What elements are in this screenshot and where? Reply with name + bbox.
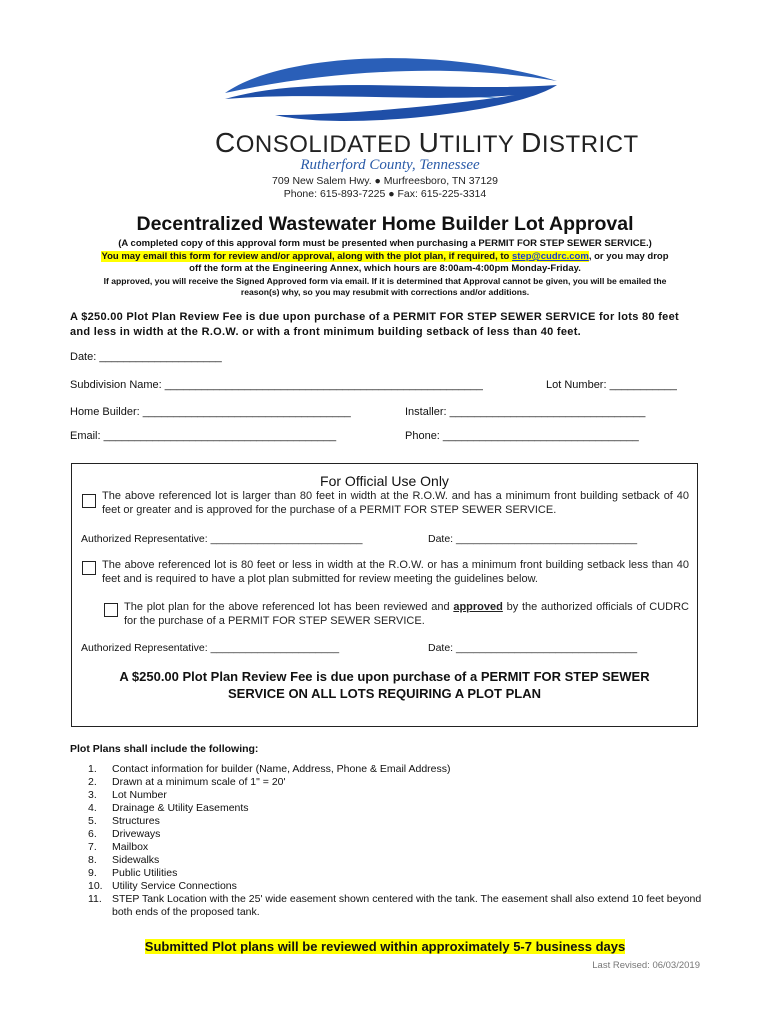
installer-field[interactable]: Installer: ________________________________ <box>405 406 646 418</box>
fee-notice-line-2: and less in width at the R.O.W. or with a front minimum building setback of less than 40 feet. <box>70 326 582 338</box>
list-item <box>88 776 703 789</box>
home-builder-field[interactable]: Home Builder: __________________________________ <box>70 406 351 418</box>
logo-title-word-2: UTILITY <box>418 127 522 158</box>
list-item <box>88 893 703 919</box>
list-item-number: 6. <box>88 828 97 840</box>
list-item-text: Drawn at a minimum scale of 1" = 20' <box>112 776 286 788</box>
list-item <box>88 867 703 880</box>
list-item-text: Driveways <box>112 828 161 840</box>
list-item-number: 4. <box>88 802 97 814</box>
intro-line-3: off the form at the Engineering Annex, which hours are 8:00am-4:00pm Monday-Friday. <box>189 263 581 274</box>
list-item-text: Lot Number <box>112 789 167 801</box>
option-3-checkbox[interactable] <box>104 603 118 617</box>
plot-plan-fee-line-2: SERVICE ON ALL LOTS REQUIRING A PLOT PLAN <box>228 686 541 701</box>
plot-plan-fee-line-1: A $250.00 Plot Plan Review Fee is due upon purchase of a PERMIT FOR STEP SEWER <box>119 669 650 684</box>
official-use-title: For Official Use Only <box>320 473 449 489</box>
intro-line-4: If approved, you will receive the Signed Approved form via email. If it is determined that Approval cannot be given, you will be emailed the <box>103 276 667 286</box>
wave-logo-icon <box>215 55 565 127</box>
contact-line: Phone: 615-893-7225 ● Fax: 615-225-3314 <box>283 188 487 200</box>
list-item <box>88 789 703 802</box>
phone-field[interactable]: Phone: ________________________________ <box>405 430 639 442</box>
authorized-rep-2-field[interactable]: Authorized Representative: ______________________ <box>81 642 340 654</box>
logo-title <box>215 127 639 159</box>
option-2-checkbox[interactable] <box>82 561 96 575</box>
plot-plans-heading: Plot Plans shall include the following: <box>70 743 259 755</box>
list-item-text: Sidewalks <box>112 854 160 866</box>
list-item-text: Utility Service Connections <box>112 880 237 892</box>
intro-line-5: reason(s) why, so you may resubmit with corrections and/or additions. <box>240 287 530 297</box>
date-2-field[interactable]: Date: _______________________________ <box>428 642 638 654</box>
list-item-number: 1. <box>88 763 97 775</box>
intro-line-2 <box>60 251 710 262</box>
list-item <box>88 841 703 854</box>
list-item-number: 5. <box>88 815 97 827</box>
list-item-text: STEP Tank Location with the 25' wide easement shown centered with the tank. The easement shall also extend 10 feet beyond both ends of the proposed tank. <box>112 893 702 918</box>
logo-subtitle: Rutherford County, Tennessee <box>300 157 480 173</box>
option-2-text: The above referenced lot is 80 feet or less in width at the R.O.W. or has a minimum front building setback less than 40 feet and is required to have a plot plan submitted for review meeting the guidelines below. <box>102 559 689 585</box>
review-notice-text: Submitted Plot plans will be reviewed within approximately 5-7 business days <box>144 939 626 954</box>
list-item-number: 3. <box>88 789 97 801</box>
official-use-box <box>71 463 698 727</box>
list-item <box>88 854 703 867</box>
fee-notice-line-1: A $250.00 Plot Plan Review Fee is due upon purchase of a PERMIT FOR STEP SEWER SERVICE for lots 80 feet <box>70 311 679 323</box>
intro-line-1: (A completed copy of this approval form must be presented when purchasing a PERMIT FOR STEP SEWER SERVICE.) <box>118 238 652 249</box>
intro-highlight: You may email this form for review and/or approval, along with the plot plan, if required, to <box>101 251 512 262</box>
plot-plans-list <box>88 763 703 919</box>
authorized-rep-1-field[interactable]: Authorized Representative: __________________________ <box>81 533 363 545</box>
review-notice <box>0 939 770 954</box>
list-item <box>88 802 703 815</box>
list-item-text: Public Utilities <box>112 867 178 879</box>
list-item <box>88 763 703 776</box>
list-item-text: Contact information for builder (Name, Address, Phone & Email Address) <box>112 763 451 775</box>
subdivision-field[interactable]: Subdivision Name: ____________________________________________________ <box>70 379 483 391</box>
plot-plan-fee-notice <box>92 668 677 702</box>
list-item-number: 9. <box>88 867 97 879</box>
address-line: 709 New Salem Hwy. ● Murfreesboro, TN 37129 <box>272 175 498 187</box>
option-1-text: The above referenced lot is larger than 80 feet in width at the R.O.W. and has a minimum front building setback of 40 feet or greater and is approved for the purchase of a PERMIT FOR STEP SEWER SERVICE. <box>102 490 689 516</box>
option-3-text: The plot plan for the above referenced lot has been reviewed and approved by the authorized officials of CUDRC for the purchase of a PERMIT FOR STEP SEWER SERVICE. <box>124 601 689 627</box>
list-item-text: Drainage & Utility Easements <box>112 802 249 814</box>
list-item-number: 2. <box>88 776 97 788</box>
logo-title-word-3: DISTRICT <box>521 127 639 158</box>
page-title: Decentralized Wastewater Home Builder Lot Approval <box>136 213 634 235</box>
list-item-number: 11. <box>88 893 102 905</box>
date-1-field[interactable]: Date: _______________________________ <box>428 533 638 545</box>
date-field[interactable]: Date: ____________________ <box>70 351 222 363</box>
email-link[interactable]: step@cudrc.com <box>511 251 589 262</box>
list-item <box>88 828 703 841</box>
logo-title-word-1: CONSOLIDATED <box>215 127 419 158</box>
lot-number-field[interactable]: Lot Number: ___________ <box>546 379 677 391</box>
list-item <box>88 815 703 828</box>
fee-notice <box>70 310 710 340</box>
intro-line-2-rest: , or you may drop <box>588 251 669 262</box>
list-item-text: Structures <box>112 815 160 827</box>
list-item-number: 10. <box>88 880 103 892</box>
list-item-text: Mailbox <box>112 841 149 853</box>
option-1-checkbox[interactable] <box>82 494 96 508</box>
approved-word: approved <box>453 601 503 613</box>
list-item-number: 8. <box>88 854 97 866</box>
last-revised: Last Revised: 06/03/2019 <box>592 960 700 971</box>
email-field[interactable]: Email: ______________________________________ <box>70 430 337 442</box>
list-item <box>88 880 703 893</box>
list-item-number: 7. <box>88 841 97 853</box>
